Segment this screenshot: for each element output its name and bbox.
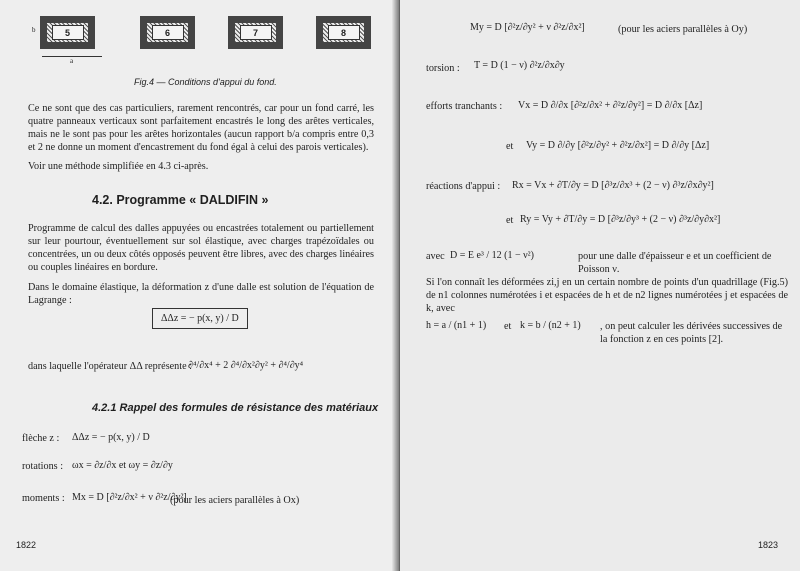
figure-panel-5: 5 (40, 16, 95, 49)
et-label-1: et (506, 141, 514, 152)
rx-equation: Rx = Vx + ∂T/∂y = D [∂³z/∂x³ + (2 − ν) ∂³z/∂x∂y²] (512, 180, 714, 191)
right-page (400, 0, 800, 571)
torsion-equation: T = D (1 − ν) ∂²z/∂x∂y (474, 60, 565, 71)
figure-label-a: a (70, 57, 74, 65)
page-number-left: 1822 (16, 540, 37, 550)
figure-caption: Fig.4 — Conditions d'appui du fond. (134, 77, 277, 87)
subsection-title: 4.2.1 Rappel des formules de résistance des matériaux (92, 402, 379, 414)
rotations-equation: ωx = ∂z/∂x et ωy = ∂z/∂y (72, 460, 173, 471)
avec-label: avec (426, 251, 445, 262)
left-page (0, 0, 398, 571)
rotations-label: rotations : (22, 461, 64, 472)
figure-panel-8: 8 (316, 16, 371, 49)
vy-equation: Vy = D ∂/∂y [∂²z/∂y² + ∂²z/∂x²] = D ∂/∂y [Δz] (526, 140, 710, 151)
k-equation: k = b / (n2 + 1) (520, 320, 581, 331)
fleche-equation: ΔΔz = − p(x, y) / D (72, 432, 150, 443)
paragraph-3: Programme de calcul des dalles appuyées ou encastrées totalement ou partiellement sur leur pourtour, éventuellement sur sol élastique, avec charges trapézoïdales ou concentrées, un ou deux côtés opposés peuvent être libres, avec des charges linéaires ou couples linéaires en bordure. (28, 223, 374, 273)
fleche-label: flèche z : (22, 433, 60, 444)
operator-text: dans laquelle l'opérateur ΔΔ représente : (28, 361, 193, 372)
figure-panel-7: 7 (228, 16, 283, 49)
reactions-label: réactions d'appui : (426, 181, 501, 192)
section-title: 4.2. Programme « DALDIFIN » (92, 193, 269, 207)
figure-panel-6: 6 (140, 16, 195, 49)
moments-label: moments : (22, 493, 65, 504)
torsion-label: torsion : (426, 63, 460, 74)
paragraph-2: Voir une méthode simplifiée en 4.3 ci-après. (28, 161, 209, 172)
ry-equation: Ry = Vy + ∂T/∂y = D [∂³z/∂y³ + (2 − ν) ∂³z/∂y∂x²] (520, 214, 721, 225)
grid-paragraph-end: , on peut calculer les dérivées successives de la fonction z en ces points [2]. (600, 321, 783, 345)
moments-equation: Mx = D [∂²z/∂x² + ν ∂²z/∂y²] (72, 492, 187, 503)
moments-note: (pour les aciers parallèles à Ox) (170, 495, 300, 506)
figure-label-b: b (32, 26, 36, 34)
d-equation: D = E e³ / 12 (1 − ν²) (450, 250, 535, 261)
h-equation: h = a / (n1 + 1) (426, 320, 487, 331)
paragraph-4: Dans le domaine élastique, la déformation z d'une dalle est solution de l'équation de Lagrange : (28, 282, 374, 306)
d-note: pour une dalle d'épaisseur e et un coefficient de Poisson ν. (578, 251, 772, 275)
vx-equation: Vx = D ∂/∂x [∂²z/∂x² + ∂²z/∂y²] = D ∂/∂x [Δz] (518, 100, 703, 111)
my-equation: My = D [∂²z/∂y² + ν ∂²z/∂x²] (470, 22, 585, 33)
et-label-3: et (504, 321, 512, 332)
grid-paragraph: Si l'on connaît les déformées zi,j en un certain nombre de points d'un quadrillage (Fig.5) de n1 colonnes numérotées i et espacées de h et de n2 lignes numérotées j et espacées de k, avec (426, 277, 788, 314)
lagrange-equation-box: ΔΔz = − p(x, y) / D (152, 308, 248, 329)
my-note: (pour les aciers parallèles à Oy) (618, 24, 748, 35)
paragraph-1: Ce ne sont que des cas particuliers, rarement rencontrés, car pour un fond carré, les quatre panneaux verticaux sont parfaitement encastrés le long des arêtes verticales, mais ne le sont pas pour les arêtes horizontales (aucun rapport b/a compris entre 0,3 et 2 ne donne un moment d'encastrement du fond égal à celui des parois verticales). (28, 103, 374, 153)
et-label-2: et (506, 215, 514, 226)
page-number-right: 1823 (758, 540, 779, 550)
efforts-label: efforts tranchants : (426, 101, 503, 112)
operator-equation: ∂⁴/∂x⁴ + 2 ∂⁴/∂x²∂y² + ∂⁴/∂y⁴ (188, 360, 304, 371)
